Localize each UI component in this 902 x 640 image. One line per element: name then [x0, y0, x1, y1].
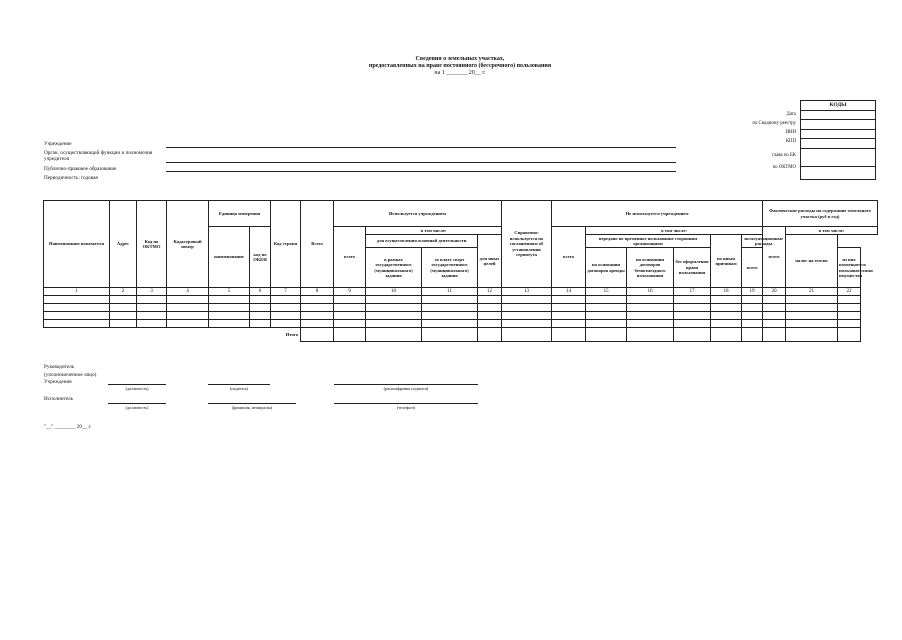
sign-executor-label: Исполнитель [44, 396, 74, 402]
col-number: 22 [838, 288, 861, 296]
field-institution-line[interactable] [166, 147, 676, 148]
field-periodicity-label: Периодичность: годовая [44, 175, 98, 181]
col-other-reasons: по иным причинам [711, 235, 742, 288]
col-operating: эксплуатационные расходы [742, 235, 786, 248]
col-number: 15 [586, 288, 627, 296]
col-used-all: всего [334, 227, 366, 288]
col-number: 2 [110, 288, 137, 296]
sign-executor-phone-caption: (телефон) [396, 405, 416, 410]
col-number: 1 [44, 288, 110, 296]
col-address: Адрес [110, 201, 137, 288]
code-cell-kpp[interactable] [801, 139, 876, 149]
col-state-task: в рамках государственного (муниципального) задания [366, 248, 422, 288]
col-number: 4 [167, 288, 209, 296]
table-row[interactable] [44, 304, 878, 312]
col-cadastral: Кадастровый номер [167, 201, 209, 288]
col-number: 14 [552, 288, 586, 296]
col-paid: за плату сверх государственного (муниципального) задания [422, 248, 478, 288]
sign-executor-fio-line[interactable] [208, 403, 296, 404]
col-number: 11 [422, 288, 478, 296]
col-number: 20 [763, 288, 786, 296]
field-legal-entity-label: Публично-правовое образование [44, 166, 117, 172]
title-line-1: Сведения о земельных участках, [415, 56, 505, 62]
col-number: 9 [334, 288, 366, 296]
total-row [44, 328, 878, 342]
code-cell-bk[interactable] [801, 148, 876, 166]
sign-head-decoding-line[interactable] [334, 384, 478, 385]
code-label-kpp: КПП [785, 139, 796, 144]
sign-head-position-line[interactable] [108, 384, 166, 385]
col-number: 12 [478, 288, 502, 296]
report-title [310, 56, 610, 77]
sign-head-label: Руководитель (уполномоченное лицо) Учреждения [44, 364, 97, 385]
col-servitude: Справочно: используется по соглашениям об установлении сервитута [502, 201, 552, 288]
col-number: 18 [711, 288, 742, 296]
col-number: 19 [742, 288, 763, 296]
col-used-incl: в том числе: [366, 227, 502, 235]
table-row[interactable] [44, 312, 878, 320]
col-number: 10 [366, 288, 422, 296]
col-unit-code: код по ОКЕИ [250, 227, 271, 288]
table-row[interactable] [44, 320, 878, 328]
col-number: 8 [301, 288, 334, 296]
col-number: 5 [209, 288, 250, 296]
sign-executor-phone-line[interactable] [334, 403, 478, 404]
code-cell-date[interactable] [801, 110, 876, 120]
code-label-registry: по Сводному реестру [752, 121, 796, 126]
sign-head-signature-caption: (подпись) [229, 386, 249, 391]
code-cell-inn[interactable] [801, 129, 876, 139]
code-cell-registry[interactable] [801, 120, 876, 130]
sign-head-decoding-caption: (расшифровка подписи) [383, 386, 429, 391]
col-expenses: Фактические расходы на содержание земельного участка (руб в год) [763, 201, 878, 227]
col-number: 7 [271, 288, 301, 296]
col-exp-all: всего [763, 227, 786, 288]
col-exp-incl: в том числе: [786, 227, 878, 235]
code-label-date: Дата [786, 112, 796, 117]
col-free-use: на основании договоров безвозмездного пользования [627, 248, 674, 288]
codes-table [800, 100, 876, 180]
col-number: 6 [250, 288, 271, 296]
total-label: Итого [285, 332, 299, 338]
col-nu-incl: в том числе: [586, 227, 763, 235]
col-other: для иных целей [478, 235, 502, 288]
sign-executor-position-line[interactable] [108, 403, 166, 404]
code-cell-oktmo[interactable] [801, 166, 876, 179]
table-row[interactable] [44, 296, 878, 304]
title-line-3: на 1 _______ 20__ г. [434, 70, 486, 76]
col-name: Наименование показателя [44, 201, 110, 288]
col-not-used: Не используется учреждением [552, 201, 763, 227]
code-label-oktmo: по ОКТМО [772, 165, 796, 170]
land-plots-table [43, 200, 878, 342]
col-number: 13 [502, 288, 552, 296]
col-total: Всего [301, 201, 334, 288]
col-number: 21 [786, 288, 838, 296]
col-number: 16 [627, 288, 674, 296]
sign-head-signature-line[interactable] [208, 384, 270, 385]
title-line-2: предоставленных на праве постоянного (бессрочного) пользования [368, 63, 552, 69]
col-nu-all: всего [552, 227, 586, 288]
field-authority-line[interactable] [166, 162, 676, 163]
field-authority-label: Орган, осуществляющий функции и полномочия учредителя [44, 150, 153, 162]
col-land-tax: налог на землю [786, 235, 838, 288]
col-transferred: передано во временное пользование сторонним организациям [586, 235, 711, 248]
codes-header: КОДЫ [801, 101, 876, 111]
col-row-code: Код строки [271, 201, 301, 288]
col-lease: на основании договоров аренды [586, 248, 627, 288]
col-no-docs: без оформления права пользования [674, 248, 711, 288]
col-number: 17 [674, 288, 711, 296]
field-institution-label: Учреждение [44, 141, 72, 147]
sign-date: "__" ________ 20__ г. [44, 424, 92, 430]
field-legal-entity-line[interactable] [166, 171, 676, 172]
col-reimbursed: из них возмещается пользователями имущества [838, 248, 861, 288]
col-unit: Единица измерения [209, 201, 271, 227]
sign-head-position-caption: (должность) [125, 386, 149, 391]
col-main-activity: для осуществления основной деятельности [366, 235, 478, 248]
column-numbers-row [44, 288, 878, 296]
col-number: 3 [137, 288, 167, 296]
col-op-all: всего [742, 248, 763, 288]
col-oktmo: Код по ОКТМО [137, 201, 167, 288]
sign-executor-position-caption: (должность) [125, 405, 149, 410]
col-unit-name: наименование [209, 227, 250, 288]
code-label-bk: глава по БК [772, 153, 796, 158]
code-label-inn: ИНН [785, 130, 796, 135]
col-used: Используется учреждением [334, 201, 502, 227]
sign-executor-fio-caption: (фамилия, инициалы) [231, 405, 273, 410]
